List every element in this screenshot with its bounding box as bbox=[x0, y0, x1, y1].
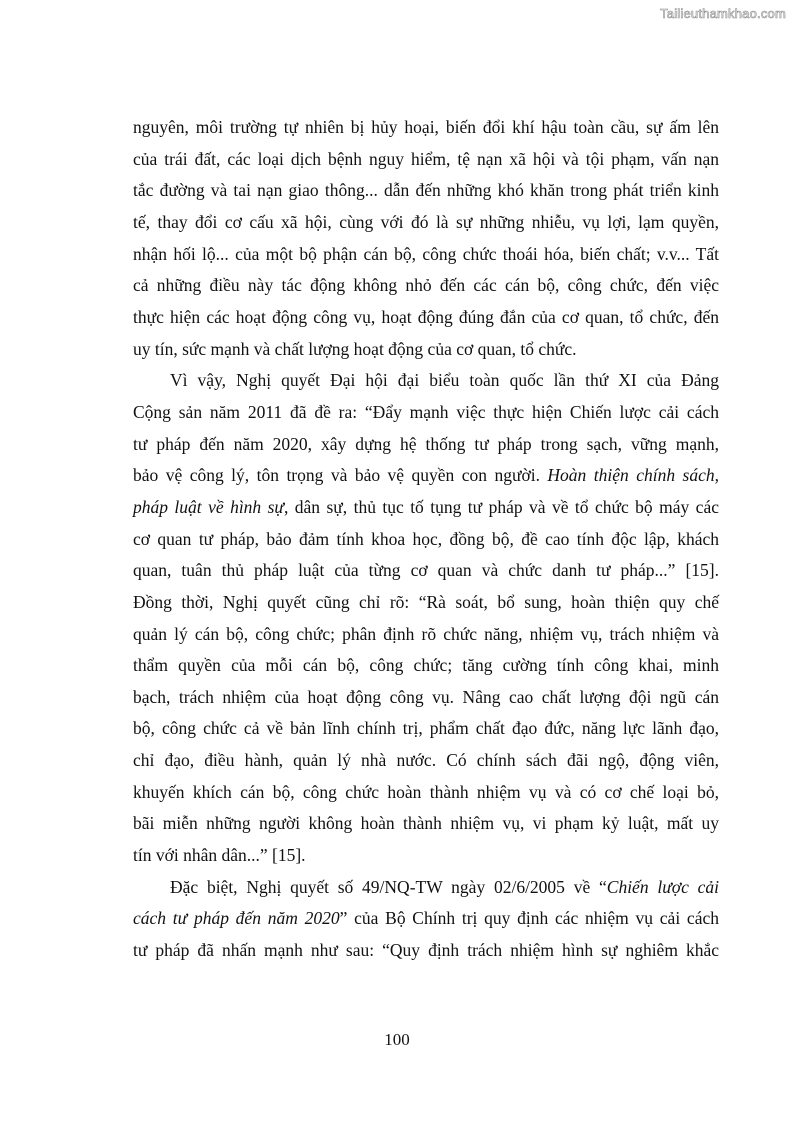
text-line: Đặc biệt, Nghị quyết số 49/NQ-TW ngày 02/6/2005 về “Chiến lược cải bbox=[170, 876, 719, 897]
text-line: tín với nhân dân...” [15]. bbox=[133, 845, 306, 866]
italic-text: Hoàn thiện chính sách, bbox=[547, 465, 719, 486]
text-line: nguyên, môi trường tự nhiên bị hủy hoại, biến đổi khí hậu toàn cầu, sự ấm lên bbox=[133, 117, 719, 137]
text-line: uy tín, sức mạnh và chất lượng hoạt động của cơ quan, tổ chức. bbox=[133, 338, 577, 359]
text-line: tế, thay đổi cơ cấu xã hội, cùng với đó là sự những nhiễu, vụ lợi, lạm quyền, bbox=[133, 211, 719, 232]
text-line: tư pháp đã nhấn mạnh như sau: “Quy định trách nhiệm hình sự nghiêm khắc bbox=[133, 940, 719, 961]
text-line: bảo vệ công lý, tôn trọng và bảo vệ quyền con người. Hoàn thiện chính sách, bbox=[133, 465, 719, 486]
paragraph-2 bbox=[133, 365, 719, 872]
page-number: 100 bbox=[384, 1030, 410, 1049]
text-line: của trái đất, các loại dịch bệnh nguy hiểm, tệ nạn xã hội và tội phạm, vấn nạn bbox=[133, 148, 719, 169]
italic-text: Chiến lược cải bbox=[606, 876, 719, 897]
text-line: quản lý cán bộ, công chức; phân định rõ chức năng, nhiệm vụ, trách nhiệm và bbox=[133, 623, 719, 644]
text-line: tư pháp đến năm 2020, xây dựng hệ thống tư pháp trong sạch, vững mạnh, bbox=[133, 433, 719, 454]
watermark-text: Tailieuthamkhao.com bbox=[660, 6, 786, 21]
italic-text: pháp luật về hình sự bbox=[133, 496, 284, 517]
document-body bbox=[133, 112, 719, 967]
paragraph-1 bbox=[133, 112, 719, 365]
text-line: cách tư pháp đến năm 2020” của Bộ Chính trị quy định các nhiệm vụ cải cách bbox=[133, 908, 719, 929]
text-line: chỉ đạo, điều hành, quản lý nhà nước. Có chính sách đãi ngộ, động viên, bbox=[133, 750, 719, 771]
italic-text: cách tư pháp đến năm 2020 bbox=[133, 908, 340, 929]
text-line: Vì vậy, Nghị quyết Đại hội đại biểu toàn quốc lần thứ XI của Đảng bbox=[170, 370, 719, 391]
text-line: Đồng thời, Nghị quyết cũng chỉ rõ: “Rà soát, bổ sung, hoàn thiện quy chế bbox=[133, 591, 719, 612]
text-line: thực hiện các hoạt động công vụ, hoạt động đúng đắn của cơ quan, tổ chức, đến bbox=[133, 306, 719, 327]
text-line: tắc đường và tai nạn giao thông... dẫn đến những khó khăn trong phát triển kinh bbox=[133, 180, 719, 201]
text-line: bạch, trách nhiệm của hoạt động công vụ. Nâng cao chất lượng đội ngũ cán bbox=[133, 686, 719, 707]
text-line: pháp luật về hình sự, dân sự, thủ tục tố tụng tư pháp và về tổ chức bộ máy các bbox=[133, 496, 719, 517]
text-line: thẩm quyền của mỗi cán bộ, công chức; tăng cường tính công khai, minh bbox=[133, 655, 719, 676]
paragraph-3 bbox=[133, 872, 719, 967]
text-line: cả những điều này tác động không nhỏ đến các cán bộ, công chức, đến việc bbox=[133, 275, 719, 296]
text-line: Cộng sản năm 2011 đã đề ra: “Đẩy mạnh việc thực hiện Chiến lược cải cách bbox=[133, 401, 719, 422]
text-line: cơ quan tư pháp, bảo đảm tính khoa học, đồng bộ, đề cao tính độc lập, khách bbox=[133, 528, 719, 549]
text-line: quan, tuân thủ pháp luật của từng cơ quan và chức danh tư pháp...” [15]. bbox=[133, 560, 719, 581]
text-line: bộ, công chức cả về bản lĩnh chính trị, phẩm chất đạo đức, năng lực lãnh đạo, bbox=[133, 718, 719, 739]
text-line: nhận hối lộ... của một bộ phận cán bộ, công chức thoái hóa, biến chất; v.v... Tất bbox=[133, 243, 719, 264]
text-line: bãi miễn những người không hoàn thành nhiệm vụ, vi phạm kỷ luật, mất uy bbox=[133, 813, 719, 834]
text-line: khuyến khích cán bộ, công chức hoàn thành nhiệm vụ và có cơ chế loại bỏ, bbox=[133, 781, 719, 802]
